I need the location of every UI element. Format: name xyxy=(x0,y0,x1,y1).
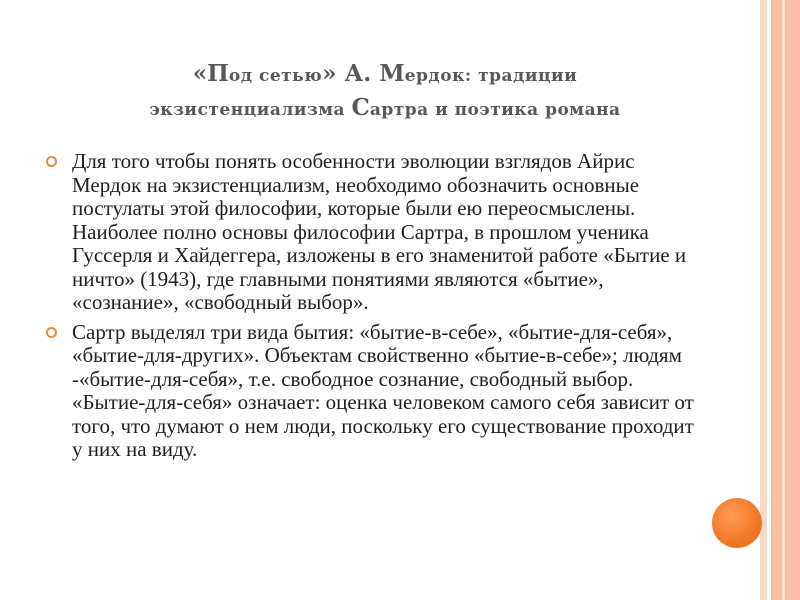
title-part: С xyxy=(351,94,370,121)
bullet-circle-icon xyxy=(46,156,57,167)
bullet-list xyxy=(45,150,695,468)
title-part: «П xyxy=(192,60,229,87)
decorative-stripe xyxy=(760,0,767,600)
slide-title-line-1 xyxy=(40,58,730,92)
slide-title-line-2 xyxy=(40,92,730,126)
title-part: од сетью xyxy=(228,66,323,86)
title-part: ердок: традиции xyxy=(404,66,578,86)
bullet-item xyxy=(45,321,695,462)
decorative-orange-circle xyxy=(712,498,762,548)
decorative-stripe-highlight xyxy=(782,0,785,600)
title-part: экзистенциализма xyxy=(149,100,352,120)
decorative-stripe xyxy=(771,0,800,600)
bullet-text: Сартр выделял три вида бытия: «бытие-в-себе», «бытие-для-себя», «бытие-для-других». Объектам свойственно «бытие-в-себе»; людям -«бытие-для-себя», т.е. свободное сознание, свободный выбор. «Бытие-для-себя» означает: оценка человеком самого себя зависит от того, что думают о нем люди, поскольку его существование проходит у них на виду. xyxy=(72,319,694,461)
slide-title xyxy=(40,58,730,126)
bullet-text: Для того чтобы понять особенности эволюции взглядов Айрис Мердок на экзистенциализм, необходимо обозначить основные постулаты этой философии, которые были ею переосмыслены. Наиболее полно основы философии Сартра, в прошлом ученика Гуссерля и Хайдеггера, изложены в его знаменитой работе «Бытие и ничто» (1943), где главными понятиями являются «бытие», «сознание», «свободный выбор». xyxy=(72,149,687,314)
title-part: » А. М xyxy=(322,60,405,87)
bullet-circle-icon xyxy=(46,327,57,338)
bullet-item xyxy=(45,150,695,315)
title-part: артра и поэтика романа xyxy=(369,100,621,120)
